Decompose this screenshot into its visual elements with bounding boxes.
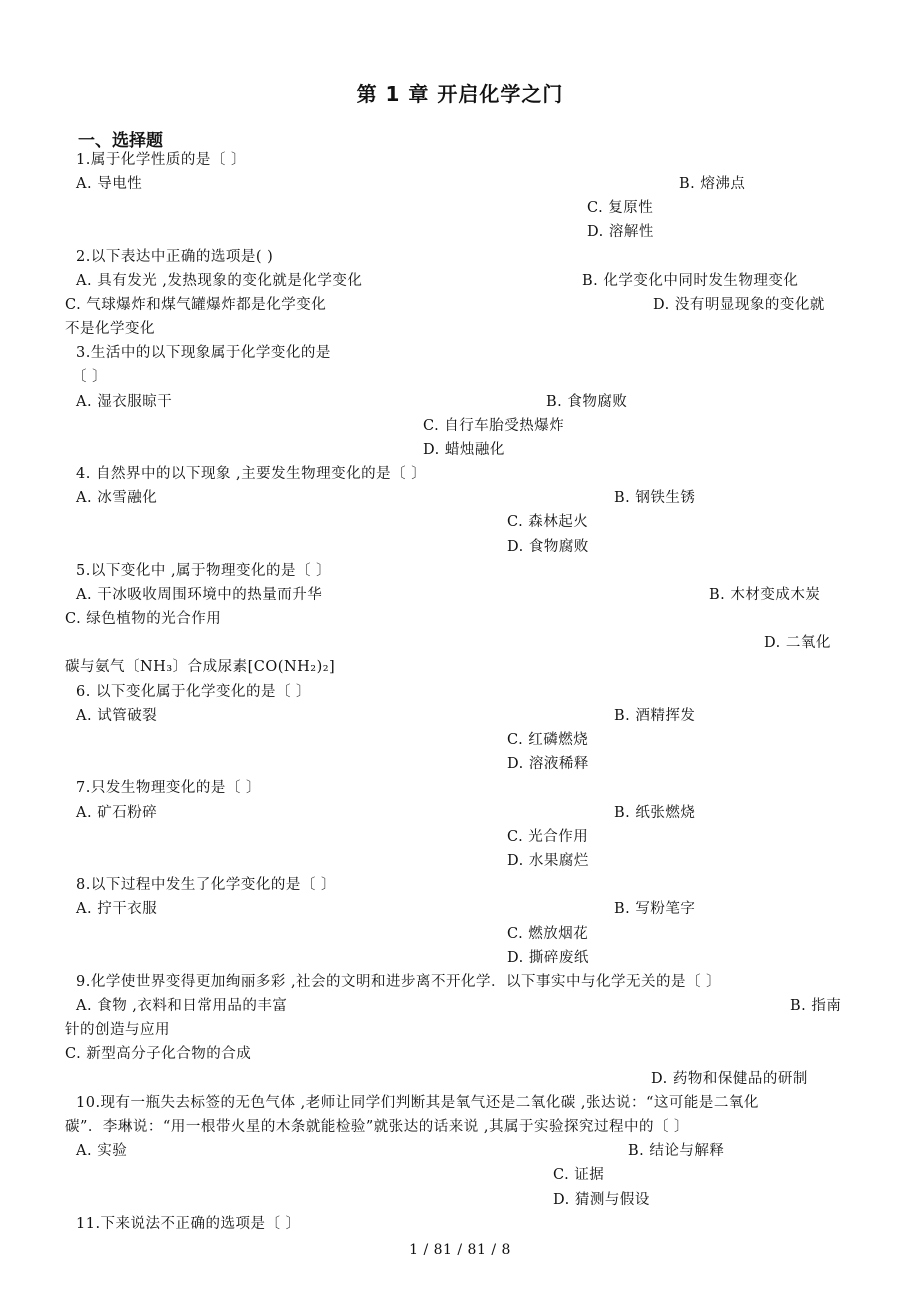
option-10a: A. 实验 [76,1143,128,1159]
option-4b: B. 钢铁生锈 [614,490,696,506]
option-5a: A. 干冰吸收周围环境中的热量而升华 [76,587,323,603]
option-7b: B. 纸张燃烧 [614,805,696,821]
option-3a: A. 湿衣服晾干 [76,394,173,410]
option-2a: A. 具有发光 ,发热现象的变化就是化学变化 [76,273,363,289]
question-10: 10.现有一瓶失去标签的无色气体 ,老师让同学们判断其是氧气还是二氧化碳 ,张达说：“这可能是二氧化 [76,1095,759,1111]
option-2b: B. 化学变化中同时发生物理变化 [582,273,799,289]
option-3b: B. 食物腐败 [546,394,628,410]
option-5b: B. 木材变成木炭 [709,587,821,603]
option-5d-continued: 碳与氨气〔NH₃〕合成尿素[CO(NH₂)₂] [65,659,336,675]
option-9b-continued: 针的创造与应用 [65,1022,170,1038]
option-7a: A. 矿石粉碎 [76,805,158,821]
page-footer: 1 / 81 / 81 / 8 [409,1242,511,1258]
option-7c: C. 光合作用 [507,829,589,845]
option-10d: D. 猜测与假设 [553,1192,650,1208]
option-8b: B. 写粉笔字 [614,901,696,917]
question-3-bracket: 〔 〕 [72,369,108,385]
option-1a: A. 导电性 [76,176,143,192]
option-4c: C. 森林起火 [507,514,589,530]
option-6a: A. 试管破裂 [76,708,158,724]
option-4a: A. 冰雪融化 [76,490,158,506]
option-9d: D. 药物和保健品的研制 [651,1071,808,1087]
option-1c: C. 复原性 [587,200,654,216]
question-2: 2.以下表达中正确的选项是( ) [76,249,274,265]
option-6b: B. 酒精挥发 [614,708,696,724]
option-9b: B. 指南 [790,998,842,1014]
question-6: 6. 以下变化属于化学变化的是〔 〕 [76,684,312,700]
question-1: 1.属于化学性质的是〔 〕 [76,152,246,168]
option-2d-continued: 不是化学变化 [65,321,155,337]
option-5d: D. 二氧化 [764,635,831,651]
question-9: 9.化学使世界变得更加绚丽多彩 ,社会的文明和进步离不开化学．以下事实中与化学无关的是〔 〕 [76,974,722,990]
page-title: 第 1 章 开启化学之门 [356,82,564,106]
section-heading: 一、选择题 [78,131,163,151]
option-5c: C. 绿色植物的光合作用 [65,611,222,627]
question-4: 4. 自然界中的以下现象 ,主要发生物理变化的是〔 〕 [76,466,427,482]
option-3d: D. 蜡烛融化 [423,442,505,458]
option-10b: B. 结论与解释 [628,1143,725,1159]
option-6d: D. 溶液稀释 [507,756,589,772]
option-7d: D. 水果腐烂 [507,853,589,869]
option-10c: C. 证据 [553,1167,605,1183]
option-9a: A. 食物 ,衣料和日常用品的丰富 [76,998,288,1014]
question-3: 3.生活中的以下现象属于化学变化的是 [76,345,331,361]
option-2d: D. 没有明显现象的变化就 [653,297,825,313]
option-6c: C. 红磷燃烧 [507,732,589,748]
question-5: 5.以下变化中 ,属于物理变化的是〔 〕 [76,563,332,579]
option-9c: C. 新型高分子化合物的合成 [65,1046,252,1062]
question-8: 8.以下过程中发生了化学变化的是〔 〕 [76,877,336,893]
question-10-continued: 碳”．李琳说：“用一根带火星的木条就能检验”就张达的话来说 ,其属于实验探究过程中的〔 〕 [65,1119,690,1135]
option-1b: B. 熔沸点 [679,176,746,192]
option-1d: D. 溶解性 [587,224,654,240]
option-4d: D. 食物腐败 [507,539,589,555]
option-8d: D. 撕碎废纸 [507,950,589,966]
option-2c: C. 气球爆炸和煤气罐爆炸都是化学变化 [65,297,327,313]
option-3c: C. 自行车胎受热爆炸 [423,418,565,434]
question-7: 7.只发生物理变化的是〔 〕 [76,780,261,796]
option-8a: A. 拧干衣服 [76,901,158,917]
option-8c: C. 燃放烟花 [507,926,589,942]
question-11: 11.下来说法不正确的选项是〔 〕 [76,1216,301,1232]
